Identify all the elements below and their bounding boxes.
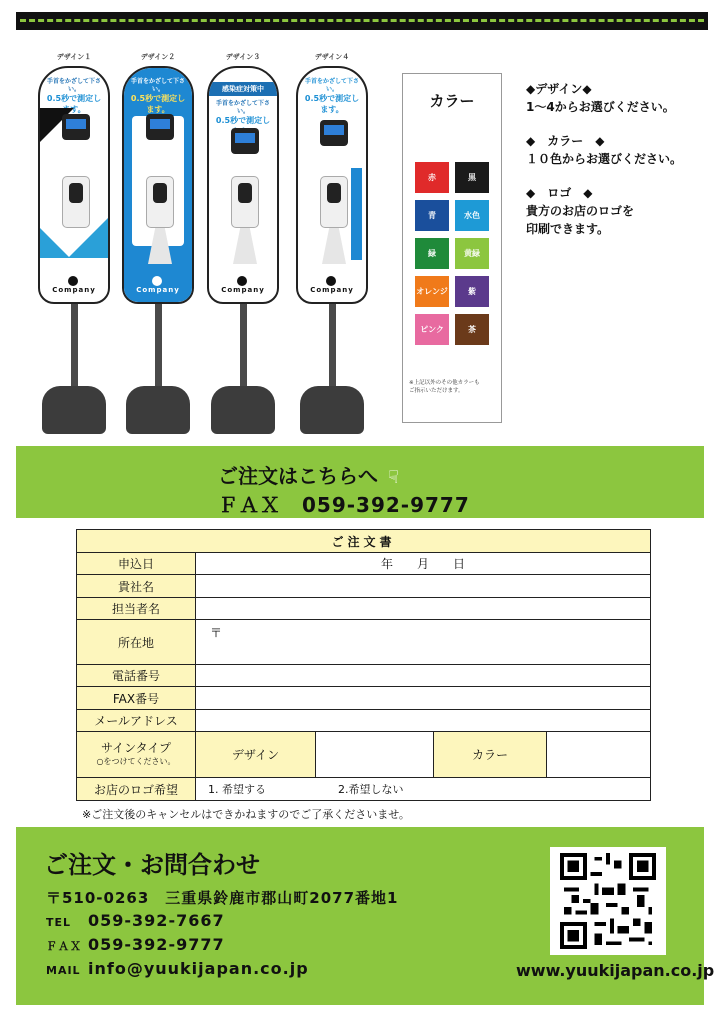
stand-label: デザイン３ xyxy=(225,53,261,61)
stand-panel xyxy=(207,66,279,304)
stand-footer: Company xyxy=(215,276,271,294)
stand-panel xyxy=(296,66,368,304)
stand-design-3 xyxy=(205,52,281,434)
stand-footer: Company xyxy=(46,276,102,294)
pointing-hand-icon: ☟ xyxy=(388,467,399,488)
order-form xyxy=(76,529,651,801)
logo-text-1: 貴方のお店のロゴを xyxy=(526,204,635,218)
stand-headline: 手首をかざして下さい。 0.5秒で測定し xyxy=(215,100,271,126)
top-dashed-bar xyxy=(16,12,708,30)
email-label: メールアドレス xyxy=(77,710,196,732)
design-label: デザイン xyxy=(196,732,316,778)
logo-option-no[interactable]: 2.希望しない xyxy=(338,783,404,796)
date-label: 申込日 xyxy=(77,553,196,575)
order-banner-heading: ご注文はこちらへ ☟ xyxy=(218,464,399,488)
stand-label: デザイン２ xyxy=(140,53,176,61)
color-swatch: ピンク xyxy=(415,314,449,345)
address-label: 所在地 xyxy=(77,620,196,665)
order-fax-number: ＦＡＸ 059-392-9777 xyxy=(218,493,470,517)
fax-field[interactable] xyxy=(196,687,650,710)
stand-headline: 手首をかざして下さい。 0.5秒で測定します。 xyxy=(130,78,186,114)
contact-mail[interactable]: MAIL info@yuukijapan.co.jp xyxy=(46,959,309,978)
company-field[interactable] xyxy=(196,575,650,598)
design-title: ◆デザイン◆ xyxy=(526,82,592,96)
logo-request-options[interactable] xyxy=(196,778,650,800)
color-swatch: 緑 xyxy=(415,238,449,269)
stand-banner: 感染症対策中 xyxy=(209,82,277,96)
company-label: 貴社名 xyxy=(77,575,196,598)
dispenser-icon xyxy=(320,176,348,228)
logo-request-label: お店のロゴ希望 xyxy=(77,778,196,800)
thermometer-icon xyxy=(146,114,174,140)
color-swatch: 赤 xyxy=(415,162,449,193)
form-title: ご注文書 xyxy=(77,530,650,553)
contact-section xyxy=(16,827,715,1005)
color-swatch: 黒 xyxy=(455,162,489,193)
contact-title: ご注文・お問合わせ xyxy=(44,851,260,879)
logo-text-2: 印刷できます。 xyxy=(526,222,610,236)
contact-tel: TEL 059-392-7667 xyxy=(46,911,225,930)
contact-fax: ＦＡＸ 059-392-9777 xyxy=(46,935,225,954)
color-choice-field[interactable] xyxy=(547,732,650,778)
info-panel xyxy=(526,80,716,238)
stand-headline: 手首をかざして下さい。 0.5秒で測定します。 xyxy=(304,78,360,114)
color-swatch: オレンジ xyxy=(415,276,449,307)
sign-type-label: サインタイプ ○をつけてください。 xyxy=(77,732,196,778)
stand-design-1 xyxy=(36,52,112,434)
color-label: カラー xyxy=(434,732,547,778)
date-field[interactable]: 年 月 日 xyxy=(196,553,650,575)
order-banner xyxy=(16,446,704,518)
stand-design-4 xyxy=(294,52,370,434)
color-card xyxy=(402,73,502,423)
color-swatch: 茶 xyxy=(455,314,489,345)
color-card-note: ※上記以外のその他カラーも ご指示いただけます。 xyxy=(409,380,480,395)
color-card-title: カラー xyxy=(429,92,475,110)
person-field[interactable] xyxy=(196,598,650,620)
color-swatch: 青 xyxy=(415,200,449,231)
cancel-note: ※ご注文後のキャンセルはできかねますのでご了承くださいませ。 xyxy=(82,808,410,821)
website-link[interactable]: www.yuukijapan.co.jp xyxy=(516,961,715,980)
contact-address: 〒510-0263 三重県鈴鹿市郡山町2077番地1 xyxy=(46,889,399,907)
stand-label: デザイン１ xyxy=(56,53,92,61)
thermometer-icon xyxy=(231,128,259,154)
phone-field[interactable] xyxy=(196,665,650,687)
design-text: 1～4からお選びください。 xyxy=(526,100,675,114)
stand-panel xyxy=(38,66,110,304)
stand-label: デザイン４ xyxy=(314,53,350,61)
logo-title: ◆ ロゴ ◆ xyxy=(526,186,593,200)
person-label: 担当者名 xyxy=(77,598,196,620)
logo-option-yes[interactable]: 1. 希望する xyxy=(208,783,266,796)
color-text: １０色からお選びください。 xyxy=(526,152,683,166)
color-swatch: 黄緑 xyxy=(455,238,489,269)
address-field[interactable]: 〒 xyxy=(196,620,650,665)
email-field[interactable] xyxy=(196,710,650,732)
thermometer-icon xyxy=(62,114,90,140)
color-title: ◆ カラー ◆ xyxy=(526,134,605,148)
fax-label: FAX番号 xyxy=(77,687,196,710)
qr-code-icon xyxy=(550,847,666,955)
stand-design-2 xyxy=(120,52,196,434)
color-swatch: 紫 xyxy=(455,276,489,307)
phone-label: 電話番号 xyxy=(77,665,196,687)
design-choice-field[interactable] xyxy=(316,732,434,778)
stand-headline: 手首をかざして下さい。 0.5秒で測定します。 xyxy=(46,78,102,114)
dispenser-icon xyxy=(146,176,174,228)
stand-footer: Company xyxy=(304,276,360,294)
thermometer-icon xyxy=(320,120,348,146)
dispenser-icon xyxy=(231,176,259,228)
stand-footer: Company xyxy=(130,276,186,294)
color-swatch: 水色 xyxy=(455,200,489,231)
stand-panel xyxy=(122,66,194,304)
